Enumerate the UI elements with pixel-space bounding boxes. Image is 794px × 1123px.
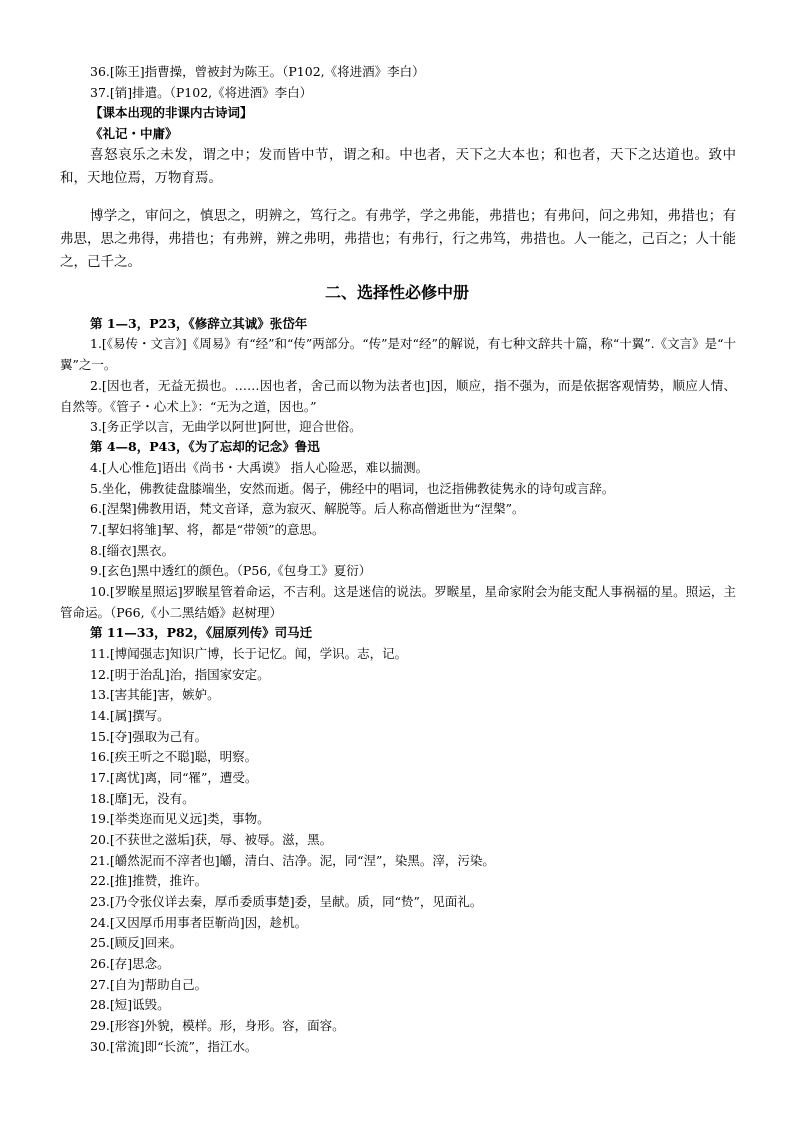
note-22: 22.[推]推赞，推许。	[90, 873, 208, 888]
liji-paragraph-2: 博学之，审问之，慎思之，明辨之，笃行之。有弗学，学之弗能，弗措也；有弗问，问之弗知，弗措也；有弗思，思之弗得，弗措也；有弗辨，辨之弗明，弗措也；有弗行，行之弗笃，弗措也。人一能之，己百之；人十能之，己千之。	[60, 208, 736, 270]
note-26: 26.[存]思念。	[90, 956, 170, 971]
note-8: 8.[缁衣]黑衣。	[90, 543, 175, 558]
note-16: 16.[疾王听之不聪]聪，明察。	[90, 749, 258, 764]
liji-title: 《礼记・中庸》	[90, 126, 178, 141]
note-3: 3.[务正学以言，无曲学以阿世]阿世，迎合世俗。	[90, 419, 362, 434]
note-18: 18.[靡]无，没有。	[90, 791, 195, 806]
note-20: 20.[不获世之滋垢]获，辱、被辱。滋，黑。	[90, 832, 333, 847]
note-17: 17.[离忧]离，同“罹”，遭受。	[90, 770, 258, 785]
note-1: 1.[《易传・文言》]《周易》有“经”和“传”两部分。“传”是对“经”的解说，有七种文辞共十篇，称“十翼”.《文言》是“十翼”之一。	[60, 336, 736, 372]
note-13: 13.[害其能]害，嫉妒。	[90, 687, 220, 702]
note-4: 4.[人心惟危]语出《尚书・大禹谟》 指人心险恶，难以揣测。	[90, 460, 429, 475]
note-15: 15.[夺]强取为己有。	[90, 729, 208, 744]
note-14: 14.[属]撰写。	[90, 708, 170, 723]
note-7: 7.[挈妇将雏]挈、将，都是“带领”的意思。	[90, 522, 325, 537]
note-6: 6.[涅槃]佛教用语，梵文音译，意为寂灭、解脱等。后人称高僧逝世为“涅槃”。	[90, 501, 525, 516]
note-12: 12.[明于治乱]治，指国家安定。	[90, 667, 270, 682]
note-28: 28.[短]诋毁。	[90, 997, 170, 1012]
note-24: 24.[又因厚币用事者臣靳尚]因，趁机。	[90, 915, 308, 930]
note-27: 27.[自为]帮助自己。	[90, 977, 208, 992]
liji-paragraph-1: 喜怒哀乐之未发，谓之中；发而皆中节，谓之和。中也者，天下之大本也；和也者，天下之达道也。致中和，天地位焉，万物育焉。	[60, 147, 736, 186]
note-10: 10.[罗睺星照运]罗睺星管着命运，不吉利。这是迷信的说法。罗睺星，星命家附会为能支配人事祸福的星。照运，主管命运。（P66,《小二黑结婚》赵树理）	[60, 584, 736, 620]
group-3-title: 第 11—33，P82，《屈原列传》司马迁	[90, 625, 313, 640]
note-21: 21.[皭然泥而不滓者也]皭，清白、洁净。泥，同“涅”，染黑。滓，污染。	[90, 853, 495, 868]
note-29: 29.[形容]外貌，模样。形，身形。容，面容。	[90, 1018, 345, 1033]
extra-section-title: 【课本出现的非课内古诗词】	[90, 105, 253, 120]
note-5: 5.坐化，佛教徒盘膝端坐，安然而逝。偈子，佛经中的唱词，也泛指佛教徒隽永的诗句或言辞。	[90, 481, 615, 496]
note-2: 2.[因也者，无益无损也。……因也者，舍己而以物为法者也]因，顺应，指不强为，而是依据客观情势，顺应人情、自然等。《管子・心术上》：“无为之道，因也。”	[60, 378, 736, 414]
note-25: 25.[顾反]回来。	[90, 935, 183, 950]
group-1-title: 第 1—3，P23，《修辞立其诚》张岱年	[90, 316, 308, 331]
note-30: 30.[常流]即“长流”，指江水。	[90, 1039, 258, 1054]
note-23: 23.[乃令张仪详去秦，厚币委质事楚]委，呈献。质，同“贽”，见面礼。	[90, 894, 483, 909]
entry-37: 37.[销]排遣。（P102,《将进酒》李白）	[90, 85, 313, 100]
note-9: 9.[玄色]黑中透红的颜色。（P56,《包身工》夏衍）	[90, 563, 372, 578]
note-19: 19.[举类迩而见义远]类，事物。	[90, 811, 270, 826]
section-heading: 二、选择性必修中册	[324, 283, 469, 302]
group-2-title: 第 4—8，P43，《为了忘却的记念》鲁迅	[90, 439, 320, 454]
note-11: 11.[博闻强志]知识广博，长于记忆。闻，学识。志，记。	[90, 646, 408, 661]
entry-36: 36.[陈王]指曹操，曾被封为陈王。（P102,《将进酒》李白）	[90, 64, 425, 79]
